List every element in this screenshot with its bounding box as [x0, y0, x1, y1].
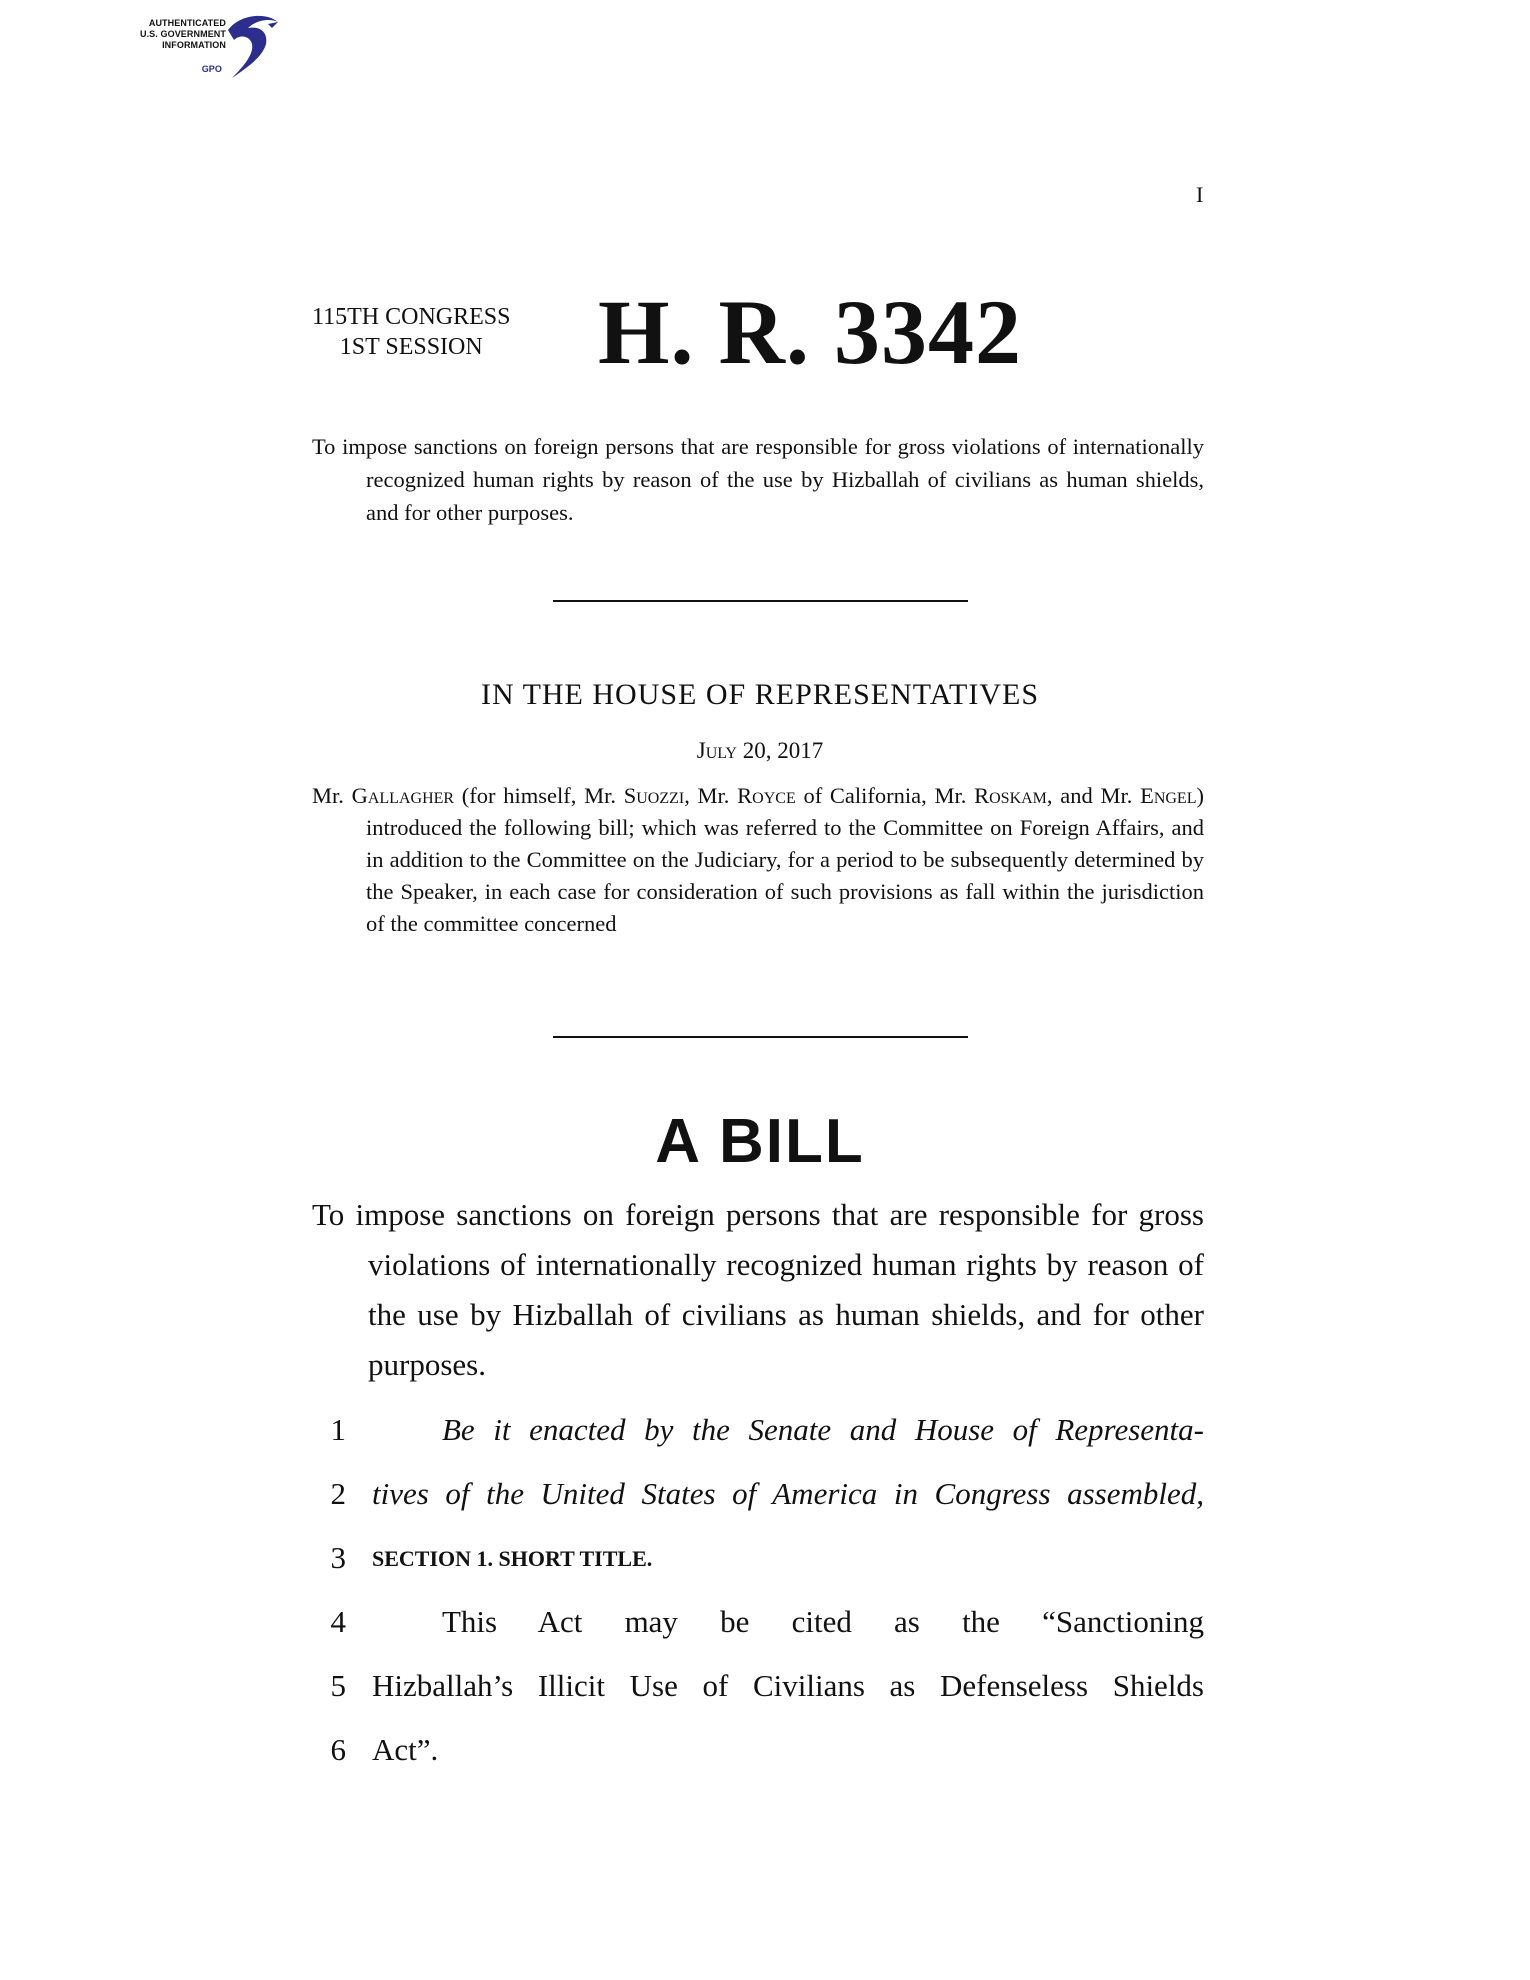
line-number: 4 — [330, 1604, 346, 1639]
section-heading: SECTION 1. SHORT TITLE. — [372, 1546, 653, 1571]
chamber-heading: IN THE HOUSE OF REPRESENTATIVES — [480, 678, 1040, 711]
session-number: 1ST SESSION — [339, 334, 483, 360]
introduction-action — [312, 780, 1204, 940]
gpo-authentication-seal — [128, 8, 288, 90]
seal-text-line: INFORMATION — [162, 40, 226, 50]
enacting-clause: Be it enacted by the Senate and House of Representa- — [442, 1412, 1204, 1447]
numbered-line — [0, 1540, 1530, 1580]
section-text: Hizballah’s Illicit Use of Civilians as Defenseless Shields — [372, 1668, 1204, 1703]
bill-version-mark: I — [1196, 182, 1204, 207]
line-number: 3 — [330, 1540, 346, 1575]
numbered-line — [0, 1732, 1530, 1772]
bill-number: H. R. 3342 — [598, 281, 1022, 383]
head-purpose: To impose sanctions on foreign persons that are responsible for gross violations of internationally recognized human rights by reason of the use by Hizballah of civilians as human shields, and for other purposes. — [312, 434, 1204, 525]
congress-session-block — [312, 302, 510, 362]
divider-rule — [553, 600, 968, 602]
enacting-clause: tives of the United States of America in Congress assembled, — [372, 1476, 1204, 1511]
line-number: 1 — [330, 1412, 346, 1447]
numbered-line — [0, 1476, 1530, 1516]
action-text: , Mr. — [684, 783, 738, 808]
congress-number: 115TH CONGRESS — [312, 304, 511, 330]
bill-purpose: To impose sanctions on foreign persons that are responsible for gross violations of internationally recognized human rights by reason of the use by Hizballah of civilians as human shields, and for other purposes. — [312, 1197, 1204, 1382]
cosponsor-name: Engel — [1140, 783, 1197, 808]
sponsor-name: Gallagher — [351, 783, 455, 808]
seal-text-line: AUTHENTICATED — [148, 18, 226, 28]
numbered-line — [0, 1412, 1530, 1452]
eagle-icon — [128, 8, 288, 90]
section-text: This Act may be cited as the “Sanctioning — [442, 1604, 1204, 1639]
introduction-date: July 20, 2017 — [696, 738, 824, 763]
action-text: of California, Mr. — [795, 783, 975, 808]
line-number: 5 — [330, 1668, 346, 1703]
action-text: , and Mr. — [1046, 783, 1141, 808]
numbered-line — [0, 1668, 1530, 1708]
section-text: Act”. — [372, 1732, 439, 1767]
seal-text-line: U.S. GOVERNMENT — [139, 29, 226, 39]
line-number: 2 — [330, 1476, 346, 1511]
cosponsor-name: Suozzi — [623, 783, 685, 808]
line-number: 6 — [330, 1732, 346, 1767]
cosponsor-name: Roskam — [974, 783, 1047, 808]
bill-heading: A BILL — [655, 1107, 865, 1176]
action-text: (for himself, Mr. — [454, 783, 624, 808]
numbered-line — [0, 1604, 1530, 1644]
divider-rule — [553, 1036, 968, 1038]
action-text: ) introduced the following bill; which was referred to the Committee on Foreign Affairs, and in addition to the Committee on the Judiciary, for a period to be subsequently determined by the Speaker, in each case for consideration of such provisions as fall within the jurisdiction of the committee concerned — [366, 783, 1204, 936]
cosponsor-name: Royce — [737, 783, 796, 808]
seal-text-line: GPO — [201, 64, 222, 74]
action-text: Mr. — [312, 783, 352, 808]
